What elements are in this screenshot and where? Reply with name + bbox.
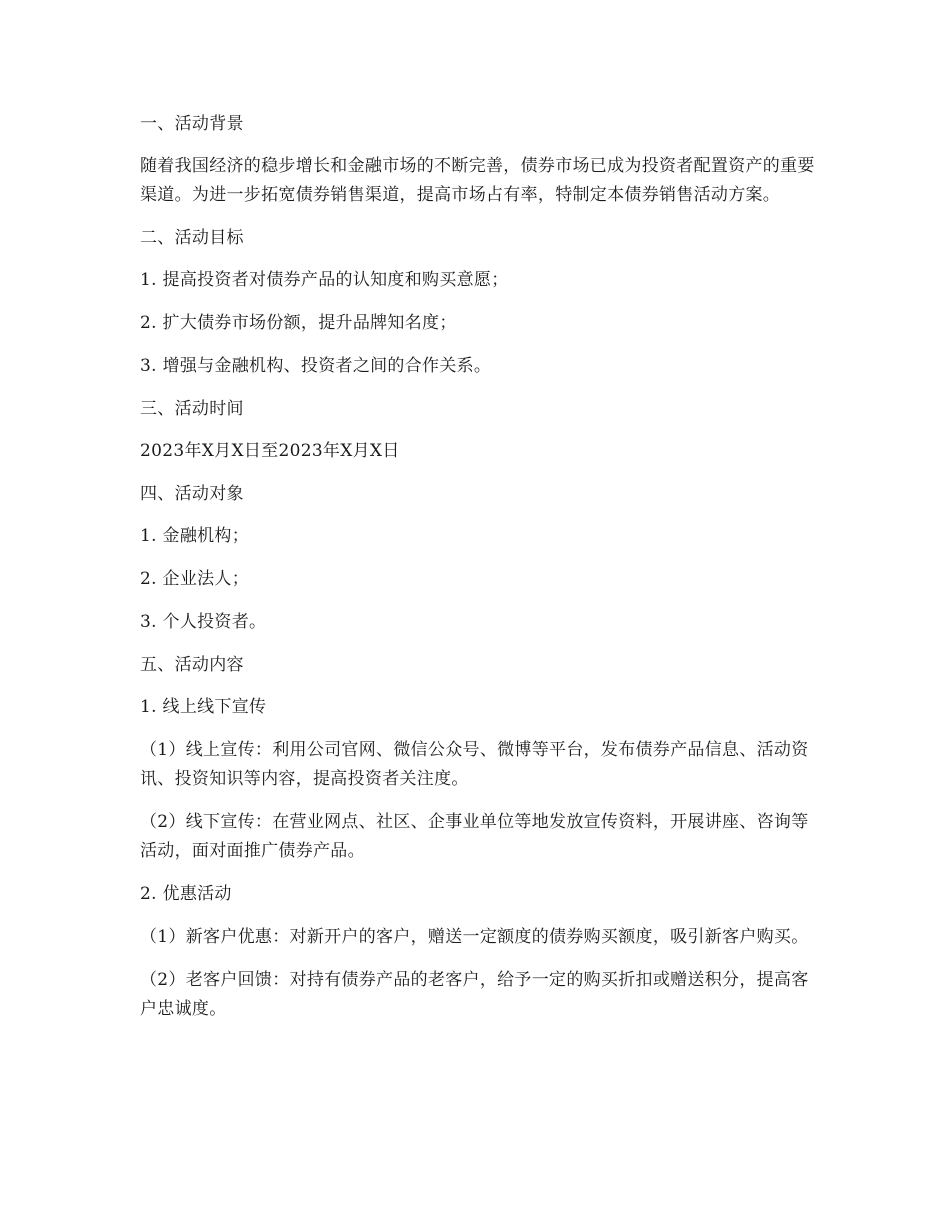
section-heading-time: 三、活动时间 — [140, 399, 244, 419]
section-heading-background: 一、活动背景 — [140, 114, 244, 134]
background-paragraph: 随着我国经济的稳步增长和金融市场的不断完善，债券市场已成为投资者配置资产的重要渠道。为进一步拓宽债券销售渠道，提高市场占有率，特制定本债券销售活动方案。 — [140, 156, 815, 205]
content-item-online: （1）线上宣传：利用公司官网、微信公众号、微博等平台，发布债券产品信息、活动资讯、投资知识等内容，提高投资者关注度。 — [140, 740, 809, 789]
content-item-old-customer: （2）老客户回馈：对持有债券产品的老客户，给予一定的购买折扣或赠送积分，提高客户忠诚度。 — [140, 970, 809, 1019]
section-heading-content: 五、活动内容 — [140, 655, 244, 675]
goal-item-1: 1. 提高投资者对债券产品的认知度和购买意愿； — [140, 270, 509, 290]
document-page — [140, 110, 820, 1038]
content-item-offline: （2）线下宣传：在营业网点、社区、企事业单位等地发放宣传资料，开展讲座、咨询等活动，面对面推广债券产品。 — [140, 812, 809, 861]
audience-item-2: 2. 企业法人； — [140, 569, 250, 589]
content-subheading-offers: 2. 优惠活动 — [140, 884, 232, 904]
section-heading-audience: 四、活动对象 — [140, 484, 244, 504]
goal-item-2: 2. 扩大债券市场份额，提升品牌知名度； — [140, 313, 457, 333]
audience-item-3: 3. 个人投资者。 — [140, 612, 267, 632]
section-heading-goals: 二、活动目标 — [140, 228, 244, 248]
goal-item-3: 3. 增强与金融机构、投资者之间的合作关系。 — [140, 356, 492, 376]
content-item-new-customer: （1）新客户优惠：对新开户的客户，赠送一定额度的债券购买额度，吸引新客户购买。 — [140, 927, 809, 947]
content-subheading-promotion: 1. 线上线下宣传 — [140, 697, 267, 717]
audience-item-1: 1. 金融机构； — [140, 526, 250, 546]
time-paragraph: 2023年X月X日至2023年X月X日 — [140, 441, 400, 461]
